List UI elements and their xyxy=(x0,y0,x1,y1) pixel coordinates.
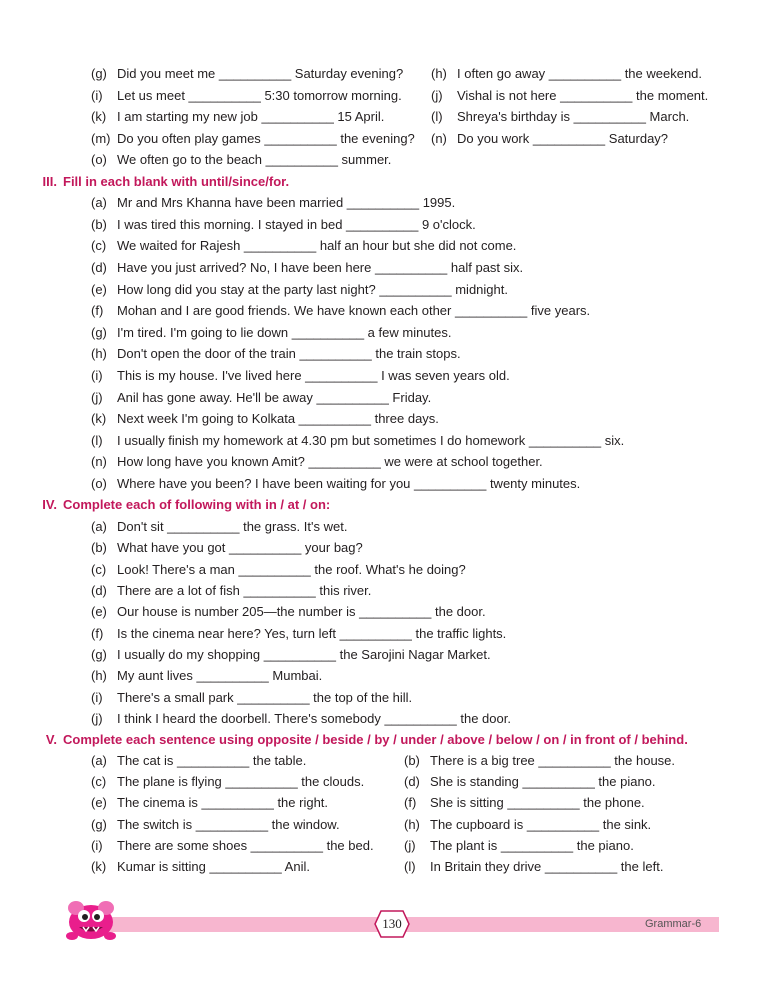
list-item: (j) The plant is __________ the piano. xyxy=(404,838,634,853)
list-item: (n) Do you work __________ Saturday? xyxy=(431,131,669,146)
list-item: (o) We often go to the beach __________ summer. xyxy=(91,152,392,167)
list-item: (i) Let us meet __________ 5:30 tomorrow morning. xyxy=(91,88,402,103)
list-item: (b) What have you got __________ your bag? xyxy=(91,540,363,555)
list-item: (i) This is my house. I've lived here __________ I was seven years old. xyxy=(91,368,510,383)
pink-monster-mascot-icon xyxy=(62,896,120,947)
list-item: (e) How long did you stay at the party last night? __________ midnight. xyxy=(91,282,508,297)
list-item: (c) Look! There's a man __________ the roof. What's he doing? xyxy=(91,562,466,577)
list-item: (h) The cupboard is __________ the sink. xyxy=(404,817,652,832)
list-item: (k) I am starting my new job __________ 15 April. xyxy=(91,109,385,124)
list-item: (a) Don't sit __________ the grass. It's wet. xyxy=(91,519,348,534)
list-item: (l) Shreya's birthday is __________ March. xyxy=(431,109,690,124)
list-item: (k) Next week I'm going to Kolkata __________ three days. xyxy=(91,411,439,426)
list-item: (g) I usually do my shopping __________ the Sarojini Nagar Market. xyxy=(91,647,491,662)
list-item: (f) Mohan and I are good friends. We have known each other __________ five years. xyxy=(91,303,591,318)
list-item: (a) The cat is __________ the table. xyxy=(91,753,307,768)
page-number: 130 xyxy=(382,916,402,931)
list-item: (d) There are a lot of fish __________ this river. xyxy=(91,583,372,598)
list-item: (c) We waited for Rajesh __________ half an hour but she did not come. xyxy=(91,238,517,253)
list-item: (e) Our house is number 205—the number is __________ the door. xyxy=(91,604,486,619)
list-item: (h) Don't open the door of the train __________ the train stops. xyxy=(91,346,461,361)
list-item: (c) The plane is flying __________ the clouds. xyxy=(91,774,365,789)
list-item: (g) Did you meet me __________ Saturday evening? xyxy=(91,66,404,81)
list-item: (l) I usually finish my homework at 4.30 pm but sometimes I do homework __________ six. xyxy=(91,433,625,448)
page-number-badge xyxy=(374,910,410,938)
list-item: (b) I was tired this morning. I stayed in bed __________ 9 o'clock. xyxy=(91,217,476,232)
list-item: (h) I often go away __________ the weekend. xyxy=(431,66,703,81)
list-item: (b) There is a big tree __________ the house. xyxy=(404,753,676,768)
book-title: Grammar-6 xyxy=(645,918,702,930)
list-item: (n) How long have you known Amit? __________ we were at school together. xyxy=(91,454,543,469)
list-item: (e) The cinema is __________ the right. xyxy=(91,795,329,810)
list-item: (g) The switch is __________ the window. xyxy=(91,817,340,832)
list-item: (a) Mr and Mrs Khanna have been married __________ 1995. xyxy=(91,195,456,210)
list-item: (j) Vishal is not here __________ the moment. xyxy=(431,88,709,103)
list-item: (h) My aunt lives __________ Mumbai. xyxy=(91,668,323,683)
section-iii-heading: III. Fill in each blank with until/since/for. xyxy=(42,174,290,189)
section-v-heading: V. Complete each sentence using opposite / beside / by / under / above / below / on / in front of / behind. xyxy=(45,732,688,747)
list-item: (i) There's a small park __________ the top of the hill. xyxy=(91,690,413,705)
list-item: (f) She is sitting __________ the phone. xyxy=(404,795,645,810)
list-item: (k) Kumar is sitting __________ Anil. xyxy=(91,859,310,874)
list-item: (g) I'm tired. I'm going to lie down __________ a few minutes. xyxy=(91,325,452,340)
section-iv-heading: IV. Complete each of following with in / at / on: xyxy=(42,497,331,512)
list-item: (j) Anil has gone away. He'll be away __________ Friday. xyxy=(91,390,432,405)
footer-bar xyxy=(105,917,719,932)
list-item: (j) I think I heard the doorbell. There's somebody __________ the door. xyxy=(91,711,511,726)
list-item: (f) Is the cinema near here? Yes, turn left __________ the traffic lights. xyxy=(91,626,507,641)
list-item: (d) She is standing __________ the piano. xyxy=(404,774,656,789)
list-item: (m) Do you often play games __________ the evening? xyxy=(91,131,415,146)
list-item: (d) Have you just arrived? No, I have been here __________ half past six. xyxy=(91,260,524,275)
list-item: (l) In Britain they drive __________ the left. xyxy=(404,859,664,874)
list-item: (o) Where have you been? I have been waiting for you __________ twenty minutes. xyxy=(91,476,581,491)
list-item: (i) There are some shoes __________ the bed. xyxy=(91,838,374,853)
